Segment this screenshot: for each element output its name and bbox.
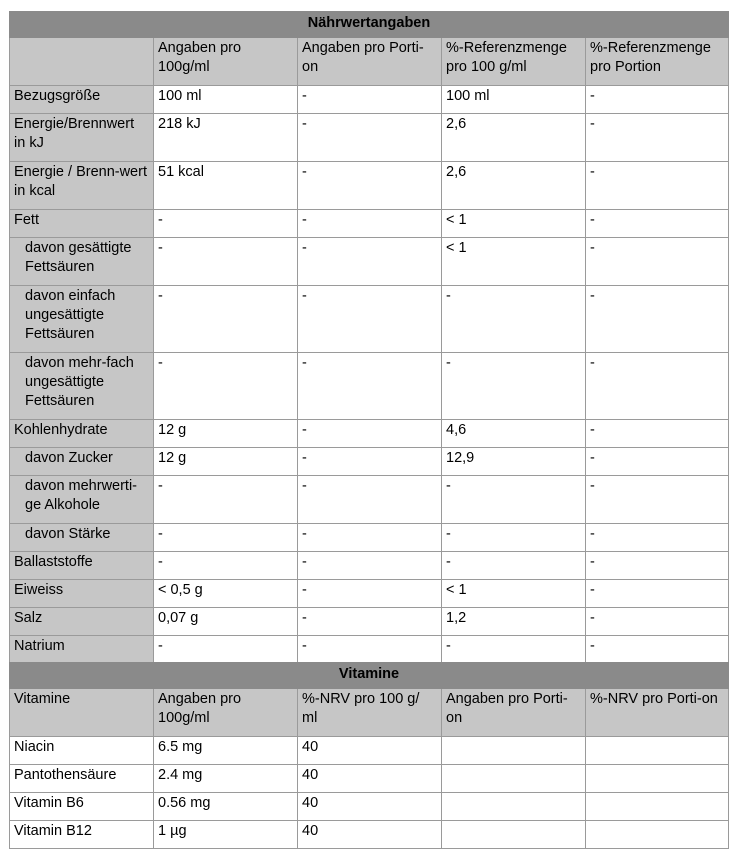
row-label: Salz [10, 608, 154, 636]
table-cell: - [154, 524, 298, 552]
table-cell: - [298, 476, 442, 524]
table-cell [442, 737, 586, 765]
naehrwert-title: Nährwertangaben [10, 12, 729, 38]
table-cell: - [298, 552, 442, 580]
table-cell: - [298, 353, 442, 420]
naehrwert-table [9, 11, 729, 664]
table-cell: 100 ml [154, 86, 298, 114]
table-cell: 2,6 [442, 114, 586, 162]
header-cell: %-Referenzmenge pro 100 g/ml [442, 38, 586, 86]
row-label: Natrium [10, 636, 154, 664]
table-cell: - [154, 476, 298, 524]
table-row [10, 476, 729, 524]
table-cell: 2,6 [442, 162, 586, 210]
table-cell [586, 821, 729, 849]
table-cell [442, 793, 586, 821]
table-cell: 0,07 g [154, 608, 298, 636]
table-cell: - [586, 210, 729, 238]
table-row [10, 821, 729, 849]
table-cell: - [442, 552, 586, 580]
table-cell: - [442, 524, 586, 552]
table-cell: 12 g [154, 448, 298, 476]
row-label: davon Stärke [10, 524, 154, 552]
table-cell [442, 765, 586, 793]
table-cell: - [298, 86, 442, 114]
table-cell: - [298, 608, 442, 636]
table-cell: 1,2 [442, 608, 586, 636]
table-cell: - [586, 353, 729, 420]
table-cell: 4,6 [442, 420, 586, 448]
table-cell [586, 793, 729, 821]
table-row [10, 238, 729, 286]
table-cell [586, 737, 729, 765]
header-cell: Angaben pro 100g/ml [154, 38, 298, 86]
vitamine-title: Vitamine [10, 663, 729, 689]
table-row [10, 210, 729, 238]
table-cell: - [298, 238, 442, 286]
row-label: Kohlenhydrate [10, 420, 154, 448]
table-cell: - [154, 353, 298, 420]
table-cell: 40 [298, 821, 442, 849]
table-cell: 51 kcal [154, 162, 298, 210]
table-cell: - [298, 448, 442, 476]
row-label: Energie/Brennwert in kJ [10, 114, 154, 162]
header-cell: Vitamine [10, 689, 154, 737]
row-label: Ballaststoffe [10, 552, 154, 580]
table-cell [442, 821, 586, 849]
row-label: Bezugsgröße [10, 86, 154, 114]
table-cell: - [442, 476, 586, 524]
row-label: davon mehrwerti-ge Alkohole [10, 476, 154, 524]
row-label: Energie / Brenn-wert in kcal [10, 162, 154, 210]
table-cell: - [586, 552, 729, 580]
table-cell: - [298, 286, 442, 353]
table-cell: 100 ml [442, 86, 586, 114]
table-row [10, 114, 729, 162]
table-row [10, 162, 729, 210]
table-row [10, 737, 729, 765]
table-cell: - [586, 286, 729, 353]
naehrwert-header-row [10, 38, 729, 86]
table-row [10, 448, 729, 476]
table-cell: < 1 [442, 238, 586, 286]
table-cell: - [586, 636, 729, 664]
table-cell: - [298, 636, 442, 664]
table-cell: 6.5 mg [154, 737, 298, 765]
table-cell: - [586, 162, 729, 210]
table-cell: 1 µg [154, 821, 298, 849]
table-cell: - [298, 420, 442, 448]
table-cell: 12,9 [442, 448, 586, 476]
vitamine-header-row [10, 689, 729, 737]
row-label: davon einfach ungesättigte Fettsäuren [10, 286, 154, 353]
table-row [10, 580, 729, 608]
table-row [10, 636, 729, 664]
header-cell [10, 38, 154, 86]
table-cell: - [442, 636, 586, 664]
table-cell: - [586, 448, 729, 476]
table-row [10, 86, 729, 114]
table-cell: - [298, 114, 442, 162]
table-cell: - [298, 524, 442, 552]
header-cell: %-Referenzmenge pro Portion [586, 38, 729, 86]
table-cell: 40 [298, 793, 442, 821]
row-label: Niacin [10, 737, 154, 765]
table-row [10, 524, 729, 552]
table-row [10, 286, 729, 353]
table-cell: 40 [298, 765, 442, 793]
table-row [10, 608, 729, 636]
row-label: davon Zucker [10, 448, 154, 476]
row-label: davon mehr-fach ungesättigte Fettsäuren [10, 353, 154, 420]
header-cell: Angaben pro Porti-on [442, 689, 586, 737]
row-label: Eiweiss [10, 580, 154, 608]
table-cell: - [442, 353, 586, 420]
row-label: davon gesättigte Fettsäuren [10, 238, 154, 286]
table-cell: 2.4 mg [154, 765, 298, 793]
table-cell: - [154, 238, 298, 286]
table-cell: - [586, 476, 729, 524]
header-cell: %-NRV pro Porti-on [586, 689, 729, 737]
table-cell: - [298, 162, 442, 210]
table-cell: - [154, 210, 298, 238]
table-cell: < 1 [442, 210, 586, 238]
table-row [10, 353, 729, 420]
table-cell: - [586, 420, 729, 448]
vitamine-table [9, 662, 729, 849]
row-label: Vitamin B12 [10, 821, 154, 849]
table-row [10, 793, 729, 821]
table-cell: 12 g [154, 420, 298, 448]
table-row [10, 552, 729, 580]
table-cell [586, 765, 729, 793]
row-label: Vitamin B6 [10, 793, 154, 821]
table-cell: - [586, 114, 729, 162]
table-cell: - [586, 86, 729, 114]
header-cell: Angaben pro 100g/ml [154, 689, 298, 737]
row-label: Pantothensäure [10, 765, 154, 793]
table-cell: - [442, 286, 586, 353]
table-cell: < 1 [442, 580, 586, 608]
table-cell: 218 kJ [154, 114, 298, 162]
table-row [10, 765, 729, 793]
table-cell: - [586, 608, 729, 636]
header-cell: Angaben pro Porti-on [298, 38, 442, 86]
table-row [10, 420, 729, 448]
table-cell: - [298, 580, 442, 608]
table-cell: 40 [298, 737, 442, 765]
table-cell: - [154, 552, 298, 580]
table-cell: - [586, 524, 729, 552]
table-cell: - [154, 636, 298, 664]
table-cell: - [154, 286, 298, 353]
table-cell: - [298, 210, 442, 238]
row-label: Fett [10, 210, 154, 238]
header-cell: %-NRV pro 100 g/ ml [298, 689, 442, 737]
table-cell: 0.56 mg [154, 793, 298, 821]
table-cell: - [586, 580, 729, 608]
table-cell: - [586, 238, 729, 286]
table-cell: < 0,5 g [154, 580, 298, 608]
